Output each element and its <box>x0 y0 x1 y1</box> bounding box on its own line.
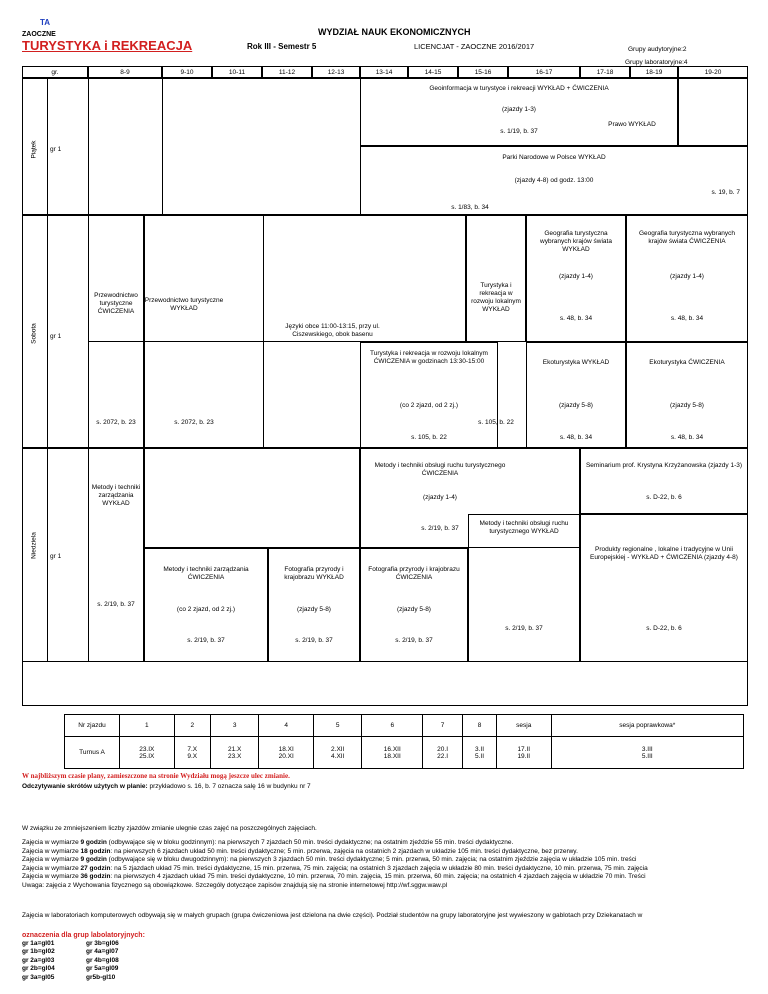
zjazd-date-end: 9.X <box>187 752 198 760</box>
time-header-cell: 19-20 <box>678 66 748 78</box>
zjazd-number: 8 <box>463 715 497 737</box>
sat-przewodnictwo-cw[interactable] <box>88 215 144 448</box>
sat-turystyka-w[interactable] <box>466 215 526 342</box>
groups-aud: Grupy audytoryjne:2 <box>628 46 687 53</box>
groups-right <box>86 940 119 982</box>
zjazd-date-end: 4.XII <box>331 752 345 760</box>
abbr-bold: Odczytywanie skrótów użytych w planie: <box>22 783 148 790</box>
zjazd-date-end: 22.I <box>437 752 449 760</box>
sat-prz-w-title: Przewodnictwo turystyczne WYKŁAD <box>144 297 224 313</box>
sun-mtz-w-title: Metody i techniki zarządzania WYKŁAD <box>91 484 141 508</box>
sun-foto-c-title: Fotografia przyrody i krajobrazu ĆWICZENIA <box>368 566 460 582</box>
fri-geo-zjazdy: (zjazdy 1-3) <box>502 106 536 113</box>
sun-mto-w-room: s. 2/19, b. 37 <box>505 625 543 632</box>
rule-9h-block: Zajęcia w wymiarze 9 godzin (odbywające się w bloku godzinnym): na pierwszych 7 zjazdach 50 min. treści dydaktyczne; na ostatnim zjeździe 55 min. treści dydaktyczne. <box>22 839 514 846</box>
fri-parki-room: s. 1/83, b. 34 <box>451 204 489 211</box>
zjazd-date-start: 3.III <box>641 745 653 753</box>
sun-foto-c-zjazdy: (zjazdy 5-8) <box>397 606 431 613</box>
sat-prz-cw-room: s. 2072, b. 23 <box>96 419 136 426</box>
day-label-sat: Sobota <box>30 323 38 344</box>
sat-eko-w-room: s. 48, b. 34 <box>559 434 593 441</box>
zjazdy-table <box>64 714 744 769</box>
fri-prawo: Prawo WYKŁAD <box>608 121 656 128</box>
major-title: TURYSTYKA i REKREACJA <box>22 38 193 53</box>
time-header-cell: 12-13 <box>312 66 360 78</box>
sun-sem-title: Seminarium prof. Krystyna Krzyżanowska (zjazdy 1-3) <box>585 462 743 469</box>
sun-mto-c-room: s. 2/19, b. 37 <box>421 525 459 532</box>
zjazd-date-end: 18.XII <box>383 752 401 760</box>
lab-group-code: gr 3a=gl05 <box>22 973 55 981</box>
sat-eko-w-title: Ekoturystyka WYKŁAD <box>542 359 610 366</box>
rules-block <box>22 839 648 890</box>
group-label-fri: gr 1 <box>50 146 62 153</box>
sun-prod-room: s. D-22, b. 6 <box>646 625 682 632</box>
zjazd-dates <box>463 737 497 769</box>
zjazd-number: 2 <box>174 715 210 737</box>
lab-group-code: gr 1b=gl02 <box>22 948 55 956</box>
lab-group-code: gr 5a=gl09 <box>86 965 119 973</box>
sat-ekoturystyka-w[interactable] <box>526 342 626 448</box>
lab-group-code: gr 1a=gl01 <box>22 940 55 947</box>
sun-mto-c-zjazdy: (zjazdy 1-4) <box>423 494 457 501</box>
faculty: WYDZIAŁ NAUK EKONOMICZNYCH <box>318 27 471 37</box>
time-header-cell: 16-17 <box>508 66 580 78</box>
zjazd-date-start: 16.XII <box>383 745 401 753</box>
lab-group-code: gr 4a=gl07 <box>86 948 119 956</box>
rule-36h: Zajęcia w wymiarze 36 godzin: na pierwszych 4 zjazdach układ 75 min. treści dydaktyczne, 10 min. przerwa, 70 min. zajęcia, 15 min. przerwa, 60 min. zajęcia; na ostatnich 4 zjazdach zajęcia w układzie 70 min. Treści <box>22 873 646 881</box>
sat-geo-w-zjazdy: (zjazdy 1-4) <box>559 273 593 280</box>
lab-group-code: gr 2a=gl03 <box>22 956 55 964</box>
sun-foto-w-zjazdy: (zjazdy 5-8) <box>297 606 331 613</box>
sun-mto-c-title: Metody i techniki obsługi ruchu turystycznego ĆWICZENIA <box>374 462 506 478</box>
zjazdy-header: Nr zjazdu <box>65 715 120 737</box>
zjazd-number: 4 <box>259 715 314 737</box>
sat-prz-cw-title: Przewodnictwo turystyczne ĆWICZENIA <box>94 292 138 316</box>
lab-group-code: gr5b-gl10 <box>86 973 116 981</box>
sat-prz-w-room: s. 2072, b. 23 <box>174 419 214 426</box>
rule-9h-double: Zajęcia w wymiarze 9 godzin (odbywające się w bloku dwugodzinnym): na pierwszych 3 zjazdach 50 min. treści dydaktyczne; 5 min. przerwa, 50 min. zajęcia; na ostatnim zjeździe zajęcia w układzie 105 min. treści <box>22 856 637 864</box>
sat-geo-c-title: Geografia turystyczna wybranych krajów świata ĆWICZENIA <box>638 230 736 246</box>
sun-mtz-c-title: Metody i techniki zarządzania ĆWICZENIA <box>163 566 249 582</box>
time-header-cell: 9-10 <box>162 66 212 78</box>
lab-note: Zajęcia w laboratoriach komputerowych odbywają się w małych grupach (grupa ćwiczeniowa jest dzielona na dwie części). Podział studentów na grupy laboratoryjne jest wywieszony w gablotach przy Dziekanatach w <box>22 912 643 919</box>
zjazd-date-start: 20.I <box>437 745 449 753</box>
sat-przewodnictwo-w[interactable] <box>144 215 264 448</box>
zjazd-number: sesja poprawkowa* <box>551 715 743 737</box>
sun-empty-top <box>144 448 360 548</box>
fri-geo-title: Geoinformacja w turystyce i rekreacji WYKŁAD + ĆWICZENIA <box>429 85 609 92</box>
zjazd-date-end: 25.IX <box>139 752 155 760</box>
fri-parki-zjazdy: (zjazdy 4-8) od godz. 13:00 <box>514 177 594 184</box>
sun-produkty[interactable] <box>580 514 748 662</box>
time-header-cell: 11-12 <box>262 66 312 78</box>
lab-group-code: gr 2b=gl04 <box>22 965 55 973</box>
sat-eko-c-room: s. 48, b. 34 <box>670 434 704 441</box>
sat-tur-cw-zjazdy: (co 2 zjazd, od 2 zj.) <box>399 402 459 409</box>
abbreviations-note <box>22 783 311 792</box>
fri-empty-morning <box>88 78 360 215</box>
rule-27h: Zajęcia w wymiarze 27 godzin: na 5 zjazdach układ 75 min. treści dydaktyczne, 15 min. przerwa, 75 min. zajęcia; na ostatnich 3 zjazdach zajęcia w układzie 80 min. treści dydaktyczne, 10 min. przerwa, 75 min. zajęcia <box>22 864 648 872</box>
wf-note: Uwaga: zajęcia z Wychowania fizycznego są obowiązkowe. Szczegóły dotyczące zapisów znajdują się na stronie internetowej http://wf.sggw.waw.pl <box>22 881 448 889</box>
sat-jezyki[interactable]: Języki obce 11:00-13:15, przy ul. Ciszewskiego, obok basenu <box>285 323 380 339</box>
day-divider <box>47 78 48 662</box>
sun-mtz-c-room: s. 2/19, b. 37 <box>187 637 225 644</box>
group-label-sun: gr 1 <box>50 553 62 560</box>
zjazd-dates <box>423 737 463 769</box>
zjazd-dates <box>551 737 743 769</box>
sat-tur-w-title: Turystyka i rekreacja w rozwoju lokalnym WYKŁAD <box>471 282 521 314</box>
zjazd-date-end: 5.III <box>641 752 653 760</box>
groups-title: oznaczenia dla grup labolatoryjnych: <box>22 932 145 939</box>
sun-foto-c-room: s. 2/19, b. 37 <box>395 637 433 644</box>
zjazd-dates <box>120 737 175 769</box>
blank-area <box>22 662 748 706</box>
sat-eko-c-title: Ekoturystyka ĆWICZENIA <box>649 359 725 366</box>
time-header-cell: 14-15 <box>408 66 458 78</box>
sun-mtz-w[interactable] <box>88 448 144 662</box>
zjazd-dates <box>362 737 423 769</box>
sat-tur-w-room: s. 105, b. 22 <box>478 419 514 426</box>
day-label-sun: Niedziela <box>30 532 38 559</box>
zjazd-dates <box>259 737 314 769</box>
lab-group-code: gr 4b=gl08 <box>86 956 119 964</box>
zjazd-dates <box>210 737 258 769</box>
ta-code: TA <box>40 18 51 27</box>
zjazd-date-end: 23.X <box>227 752 242 760</box>
turnus-label: Turnus A <box>65 737 120 769</box>
program: LICENCJAT - ZAOCZNE 2016/2017 <box>414 42 535 51</box>
zjazd-number: 3 <box>210 715 258 737</box>
fri-geo-room: s. 1/19, b. 37 <box>500 128 538 135</box>
zjazd-date-start: 7.X <box>187 745 198 753</box>
time-header-cell: 13-14 <box>360 66 408 78</box>
sun-mtz-c-zjazdy: (co 2 zjazd, od 2 zj.) <box>176 606 236 613</box>
sat-tur-cw-room: s. 105, b. 22 <box>411 434 447 441</box>
sat-geo-c-zjazdy: (zjazdy 1-4) <box>670 273 704 280</box>
sat-eko-c-zjazdy: (zjazdy 5-8) <box>670 402 704 409</box>
day-label-fri: Piątek <box>30 140 38 159</box>
zjazd-date-end: 19.II <box>517 752 531 760</box>
fri-parki-title: Parki Narodowe w Polsce WYKŁAD <box>502 154 606 161</box>
sun-sem-room: s. D-22, b. 6 <box>646 494 682 501</box>
sat-geo-w-room: s. 48, b. 34 <box>559 315 593 322</box>
zjazd-number: 1 <box>120 715 175 737</box>
study-mode: ZAOCZNE <box>22 31 56 38</box>
rule-18h: Zajęcia w wymiarze 18 godzin: na pierwszych 6 zjazdach układ 50 min. treści dydaktyczne; 5 min. przerwa, zajęcia na ostatnich 2 zjazdach w układzie 105 min. treści dydaktyczne, bez przerwy. <box>22 847 578 855</box>
zjazd-date-end: 20.XI <box>278 752 294 760</box>
sat-tur-cw-title: Turystyka i rekreacja w rozwoju lokalnym ĆWICZENIA w godzinach 13:30-15:00 <box>370 350 488 366</box>
time-header-cell: 17-18 <box>580 66 630 78</box>
groups-left <box>22 940 55 982</box>
groups-lab: Grupy laboratoryjne:4 <box>625 59 688 66</box>
abbr-text: przykładowo s. 16, b. 7 oznacza salę 16 w budynku nr 7 <box>147 783 311 790</box>
change-note: W związku ze zmniejszeniem liczby zjazdów zmianie ulegnie czas zajęć na poszczególnych zajęciach. <box>22 825 317 832</box>
zjazd-date-start: 17.II <box>517 745 531 753</box>
zjazd-number: 7 <box>423 715 463 737</box>
zjazd-number: 5 <box>313 715 361 737</box>
time-header-cell: 15-16 <box>458 66 508 78</box>
zjazd-number: sesja <box>496 715 551 737</box>
zjazd-date-start: 21.X <box>227 745 242 753</box>
group-label-sat: gr 1 <box>50 333 62 340</box>
sun-mtz-w-room: s. 2/19, b. 37 <box>97 601 135 608</box>
time-header-cell: gr. <box>22 66 88 78</box>
sat-ekoturystyka-c[interactable] <box>626 342 748 448</box>
lab-group-code: gr 3b=gl06 <box>86 940 119 947</box>
zjazd-dates <box>496 737 551 769</box>
zjazd-date-start: 23.IX <box>139 745 155 753</box>
sun-foto-w-room: s. 2/19, b. 37 <box>295 637 333 644</box>
fri-empty-evening <box>678 78 748 146</box>
sun-foto-w-title: Fotografia przyrody i krajobrazu WYKŁAD <box>284 566 344 582</box>
fri-parki-room2: s. 19, b. 7 <box>711 189 740 196</box>
zjazd-date-start: 2.XII <box>331 745 345 753</box>
sat-geo-c-room: s. 48, b. 34 <box>670 315 704 322</box>
zjazd-date-start: 3.II <box>475 745 485 753</box>
zjazd-number: 6 <box>362 715 423 737</box>
time-header-cell: 18-19 <box>630 66 678 78</box>
zjazd-dates <box>174 737 210 769</box>
sat-geo-w-title: Geografia turystyczna wybranych krajów świata WYKŁAD <box>540 230 612 254</box>
sun-mto-w-title: Metody i techniki obsługi ruchu turystycznego WYKŁAD <box>479 520 569 536</box>
time-header-cell: 10-11 <box>212 66 262 78</box>
notice-changes: W najbliższym czasie plany, zamieszczone na stronie Wydziału mogą jeszcze ulec zmianie. <box>22 772 290 780</box>
sat-eko-w-zjazdy: (zjazdy 5-8) <box>559 402 593 409</box>
fri-morning-divider <box>162 78 163 215</box>
zjazd-dates <box>313 737 361 769</box>
zjazd-date-end: 5.II <box>475 752 485 760</box>
fri-prawo-cell[interactable] <box>580 78 678 146</box>
zjazd-date-start: 18.XI <box>278 745 294 753</box>
year-semester: Rok III - Semestr 5 <box>247 42 317 51</box>
sun-prod-title: Produkty regionalne , lokalne i tradycyjne w Unii Europejskiej - WYKŁAD + ĆWICZENIA (zjazdy 4-8) <box>590 546 738 562</box>
time-header-cell: 8-9 <box>88 66 162 78</box>
sun-seminarium[interactable] <box>580 448 748 514</box>
